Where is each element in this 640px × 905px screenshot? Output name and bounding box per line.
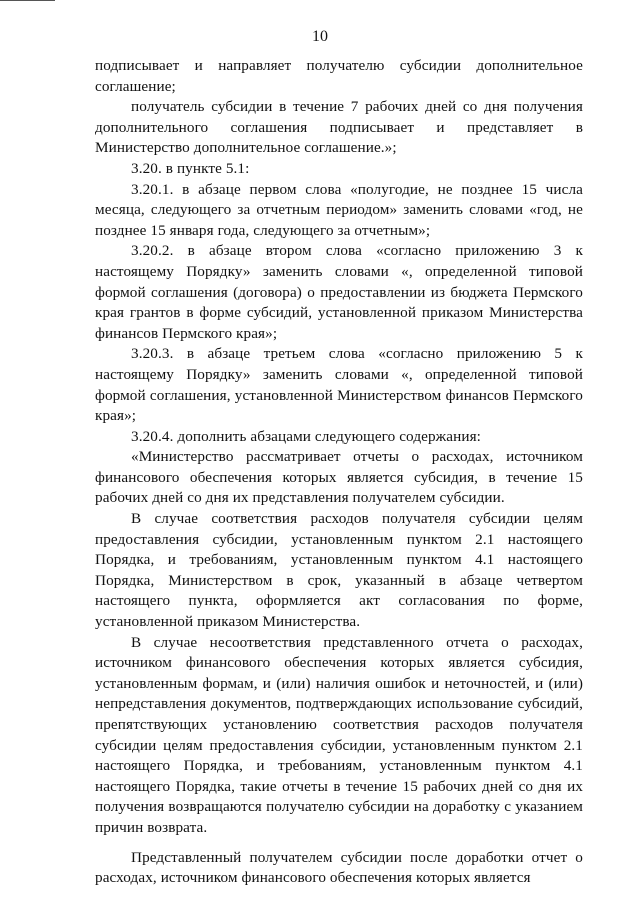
paragraph-9: В случае соответствия расходов получателя субсидии целям предоставления субсидии, установленным пунктом 2.1 настоящего Порядка, и требованиям, установленным пунктом 4.1 настоящего Порядка, Министерством в срок, указанный в абзаце четвертом настоящего пункта, оформляется акт согласования по форме, установленной приказом Министерства. [95,510,583,631]
paragraph-6: 3.20.3. в абзаце третьем слова «согласно приложению 5 к настоящему Порядку» заменить словами «, определенной типовой формой соглашения, установленной Министерством финансов Пермского края»; [95,345,583,425]
paragraph-11: Представленный получателем субсидии после доработки отчет о расходах, источником финансового обеспечения которых является [95,848,583,887]
paragraph-10: В случае несоответствия представленного отчета о расходах, источником финансового обеспечения которых является субсидия, установленным формам, и (или) наличия ошибок и неточностей, и (или) непредставления документов, подтверждающих использование субсидий, препятствующих установлению соответствия расходов получателя субсидии целям предоставления субсидии, установленным пунктом 2.1 настоящего Порядка, и требованиям, установленным пунктом 4.1 настоящего Порядка, такие отчеты в течение 15 рабочих дней со дня их получения возвращаются получателю субсидии на доработку с указанием причин возврата. [95,633,583,836]
paragraph-7: 3.20.4. дополнить абзацами следующего содержания: [131,427,481,445]
paragraph-3: 3.20. в пункте 5.1: [131,159,250,177]
corner-mark [0,0,55,1]
paragraph-2: получатель субсидии в течение 7 рабочих дней со дня получения дополнительного соглашения подписывает и представляет в Министерство дополнительное соглашение.»; [95,98,583,157]
paragraph-5: 3.20.2. в абзаце втором слова «согласно приложению 3 к настоящему Порядку» заменить словами «, определенной типовой формой соглашения (договора) о предоставлении из бюджета Пермского края грантов в форме субсидий, установленной приказом Министерства финансов Пермского края»; [95,242,583,342]
document-body [95,56,583,889]
paragraph-4: 3.20.1. в абзаце первом слова «полугодие, не позднее 15 числа месяца, следующего за отчетным периодом» заменить словами «год, не позднее 15 января года, следующего за отчетным»; [95,180,583,239]
paragraph-1: подписывает и направляет получателю субсидии дополнительное соглашение; [95,57,583,95]
paragraph-8: «Министерство рассматривает отчеты о расходах, источником финансового обеспечения которых является субсидия, в течение 15 рабочих дней со дня их представления получателем субсидии. [95,448,583,507]
page-number: 10 [312,28,328,45]
